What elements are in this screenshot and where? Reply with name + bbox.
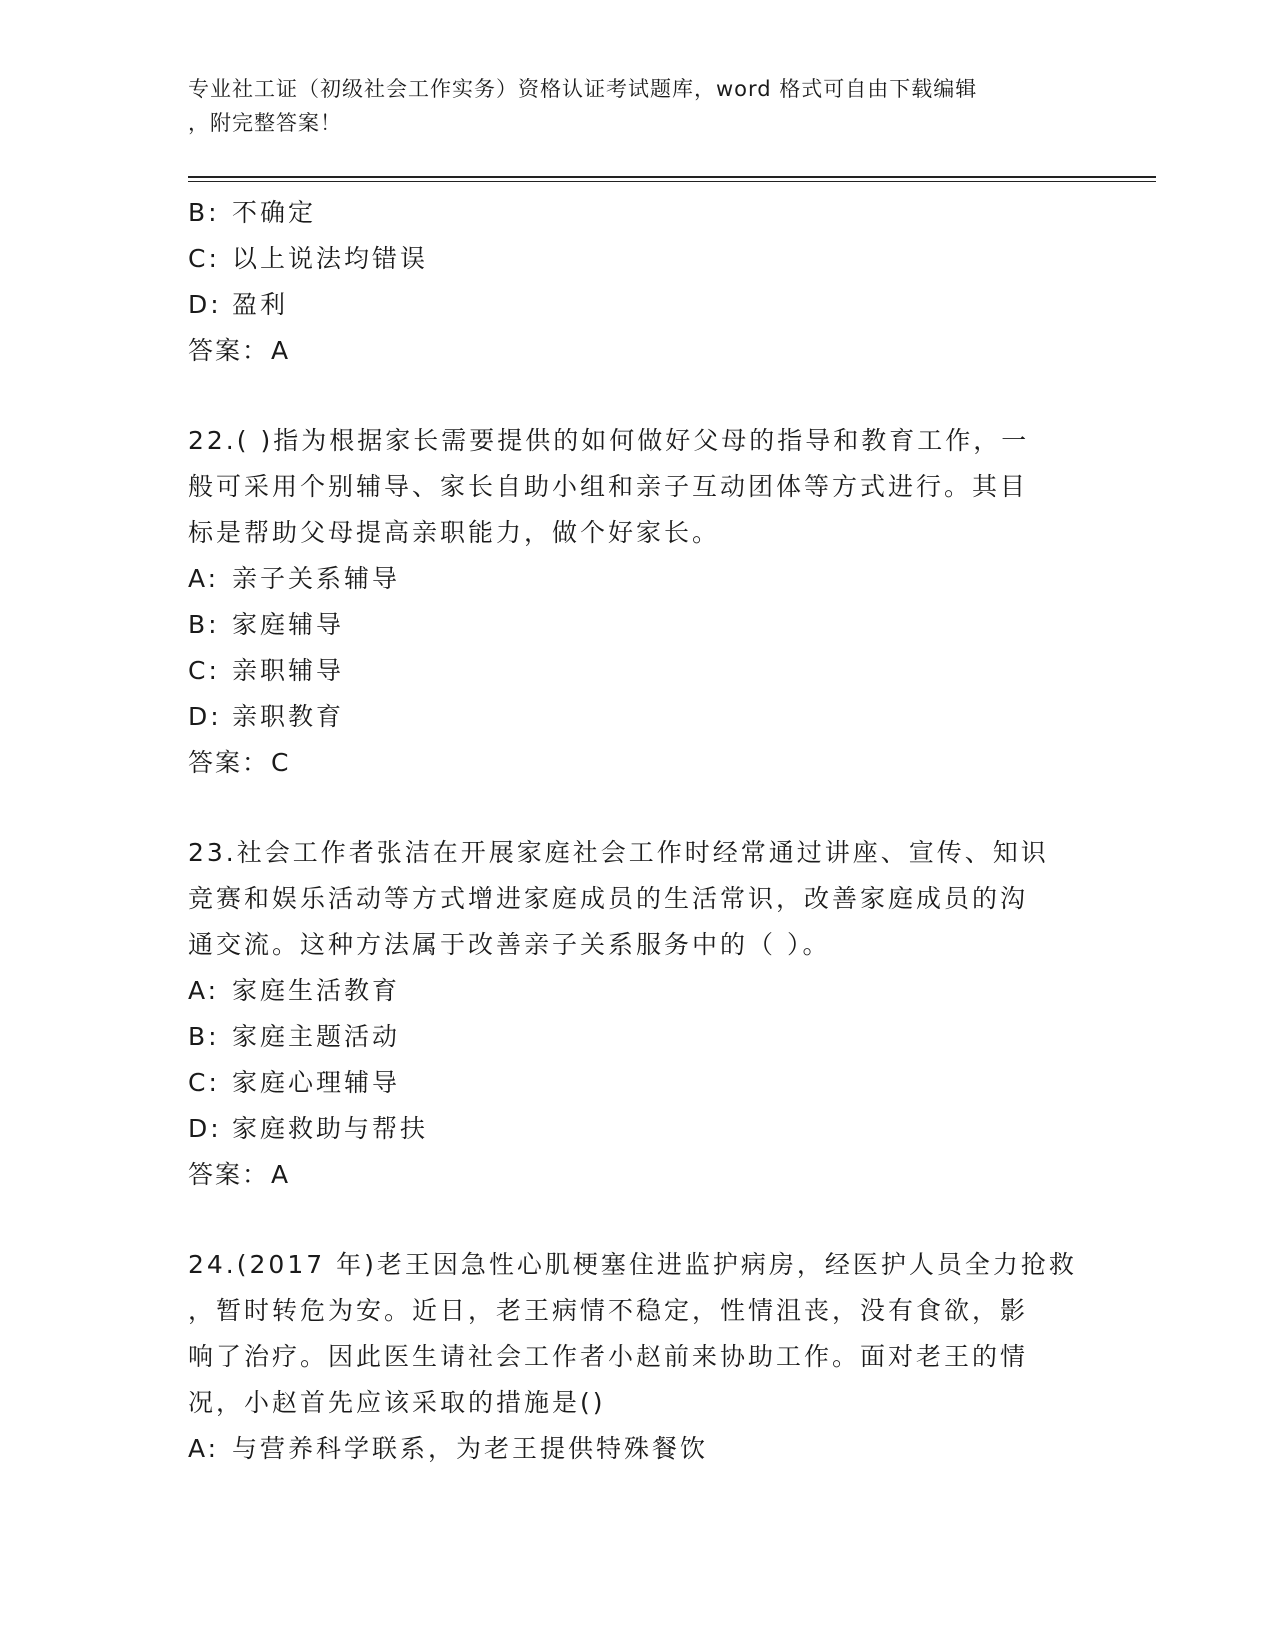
option-text: 亲职辅导 [232, 656, 345, 685]
option-letter: C: [188, 244, 220, 273]
option-letter: D: [188, 702, 222, 731]
option-text: 家庭生活教育 [232, 976, 401, 1005]
question-text-line: 24.(2017 年)老王因急性心肌梗塞住进监护病房，经医护人员全力抢救 [188, 1250, 1077, 1279]
option-text: 不确定 [232, 198, 317, 227]
option-letter: D: [188, 290, 222, 319]
option-text: 家庭心理辅导 [232, 1068, 401, 1097]
answer-line [188, 328, 1088, 374]
option-d [188, 1106, 1088, 1152]
header-title-line-2: ，附完整答案！ [188, 111, 342, 135]
option-d [188, 694, 1088, 740]
option-letter: C: [188, 656, 220, 685]
option-a [188, 1426, 1088, 1472]
option-letter: B: [188, 198, 220, 227]
header-divider-thick [188, 176, 1156, 178]
page-header [188, 72, 1068, 140]
option-c [188, 1060, 1088, 1106]
option-text: 与营养科学联系，为老王提供特殊餐饮 [232, 1434, 709, 1463]
answer-value: A [271, 336, 291, 365]
question-24 [188, 1242, 1088, 1472]
answer-label: 答案： [188, 336, 270, 365]
header-title-line-1: 专业社工证（初级社会工作实务）资格认证考试题库，word 格式可自由下载编辑 [188, 77, 978, 101]
option-text: 亲子关系辅导 [232, 564, 401, 593]
question-text-line: 标是帮助父母提高亲职能力，做个好家长。 [188, 518, 721, 547]
answer-line [188, 1152, 1088, 1198]
option-text: 以上说法均错误 [232, 244, 429, 273]
question-text-line: ，暂时转危为安。近日，老王病情不稳定，性情沮丧，没有食欲，影 [188, 1296, 1029, 1325]
answer-value: C [271, 748, 291, 777]
option-letter: A: [188, 1434, 220, 1463]
question-text-line: 通交流。这种方法属于改善亲子关系服务中的（ ）。 [188, 930, 831, 959]
question-23 [188, 830, 1088, 1198]
question-text-line: 般可采用个别辅导、家长自助小组和亲子互动团体等方式进行。其目 [188, 472, 1029, 501]
option-b [188, 1014, 1088, 1060]
option-a [188, 968, 1088, 1014]
option-letter: A: [188, 564, 220, 593]
option-text: 亲职教育 [232, 702, 345, 731]
option-letter: C: [188, 1068, 220, 1097]
answer-label: 答案： [188, 1160, 270, 1189]
answer-label: 答案： [188, 748, 270, 777]
option-a [188, 556, 1088, 602]
question-text-line: 22.( )指为根据家长需要提供的如何做好父母的指导和教育工作，一 [188, 426, 1030, 455]
option-letter: B: [188, 1022, 220, 1051]
question-text-line: 竞赛和娱乐活动等方式增进家庭成员的生活常识，改善家庭成员的沟 [188, 884, 1029, 913]
question-text-line: 23.社会工作者张洁在开展家庭社会工作时经常通过讲座、宣传、知识 [188, 838, 1049, 867]
option-text: 家庭辅导 [232, 610, 345, 639]
question-text-line: 响了治疗。因此医生请社会工作者小赵前来协助工作。面对老王的情 [188, 1342, 1029, 1371]
option-letter: A: [188, 976, 220, 1005]
question-21-tail [188, 190, 1088, 374]
option-letter: D: [188, 1114, 222, 1143]
option-text: 家庭救助与帮扶 [232, 1114, 429, 1143]
question-content [188, 190, 1088, 1472]
question-22 [188, 418, 1088, 786]
option-b [188, 190, 1088, 236]
option-c [188, 236, 1088, 282]
option-d [188, 282, 1088, 328]
option-b [188, 602, 1088, 648]
header-divider-thin [188, 181, 1156, 182]
question-text-line: 况，小赵首先应该采取的措施是() [188, 1388, 606, 1417]
answer-line [188, 740, 1088, 786]
option-letter: B: [188, 610, 220, 639]
option-c [188, 648, 1088, 694]
answer-value: A [271, 1160, 291, 1189]
option-text: 家庭主题活动 [232, 1022, 401, 1051]
option-text: 盈利 [232, 290, 289, 319]
